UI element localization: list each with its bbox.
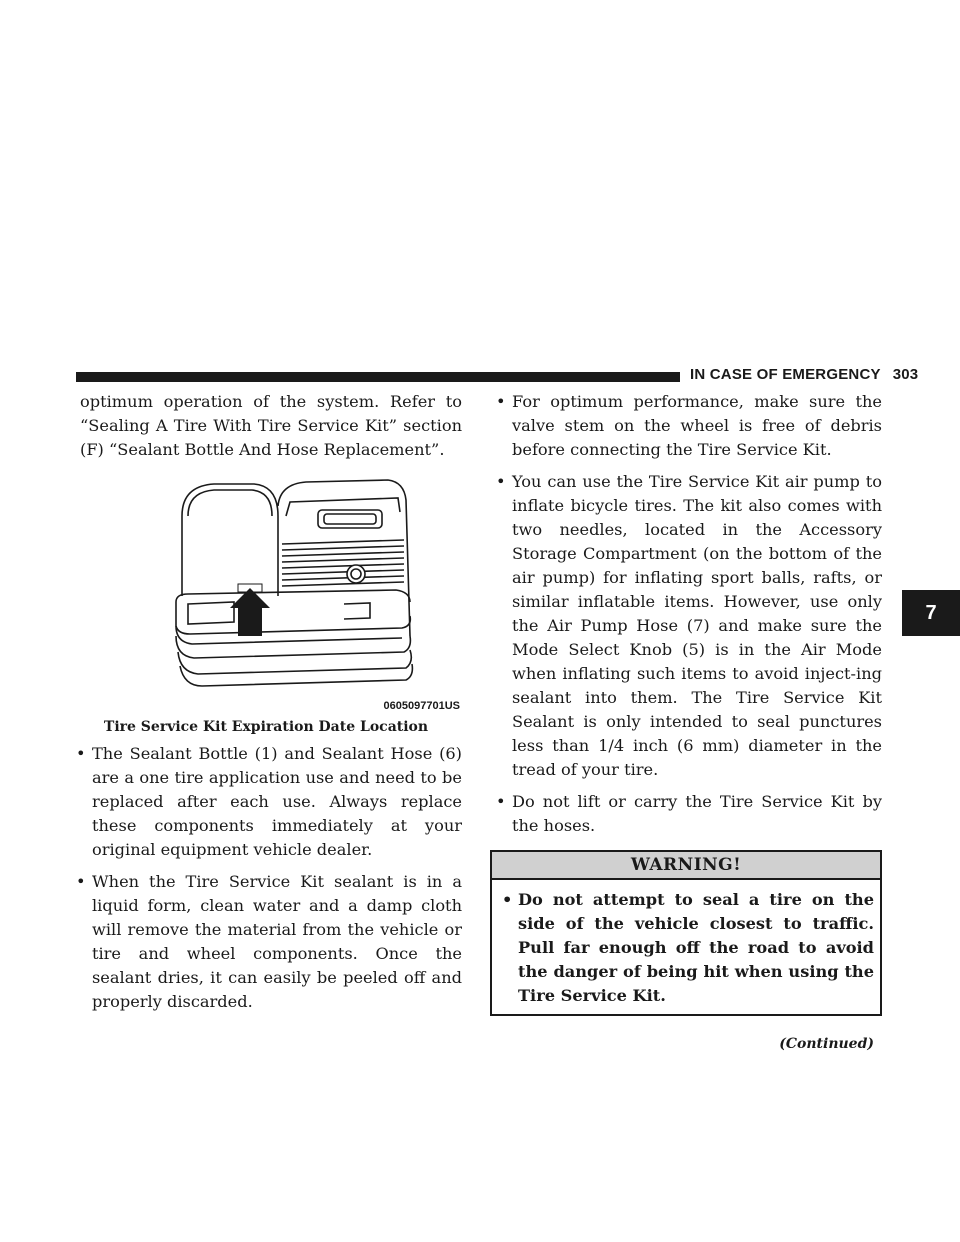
bullet-dot: • [76,872,86,891]
bullet-dot: • [496,472,506,491]
list-item-text: The Sealant Bottle (1) and Sealant Hose (6) are a one tire application use and need to be replaced after each use. Always replace these components immediately at your original equipment vehicle dealer. [92,744,462,859]
running-header [690,366,918,383]
figure-code: 0605097701US [383,700,460,712]
section-title: IN CASE OF EMERGENCY [690,366,881,383]
figure-caption: Tire Service Kit Expiration Date Location [103,719,429,735]
list-item [70,870,462,1014]
bullet-dot: • [76,744,86,763]
list-item-text: When the Tire Service Kit sealant is in a liquid form, clean water and a damp cloth will remove the material from the vehicle or tire and wheel components. Once the sealant dries, it can easily be peeled off and properly discarded. [92,872,462,1011]
bullet-dot: • [496,792,506,811]
continued-label: (Continued) [779,1036,874,1052]
list-item-text: You can use the Tire Service Kit air pump to inflate bicycle tires. The kit also comes with two needles, located in the Accessory Storage Compartment (on the bottom of the air pump) for inflating sport balls, rafts, or similar inflatable items. However, use only the Air Pump Hose (7) and make sure the Mode Select Knob (5) is in the Air Mode when inflating such items to avoid inject-ing sealant into them. The Tire Service Kit Sealant is only intended to seal punctures less than 1/4 inch (6 mm) diameter in the tread of your tire. [512,472,882,779]
bullet-dot: • [502,890,513,909]
chapter-tab: 7 [902,590,960,636]
list-item-text: Do not lift or carry the Tire Service Kit by the hoses. [512,792,882,835]
right-column [490,390,882,1056]
page-number: 303 [892,366,919,383]
header-rule [76,372,680,382]
warning-title: WARNING! [492,852,880,880]
warning-item-text: Do not attempt to seal a tire on the side of the vehicle closest to traffic. Pull far enough off the road to avoid the danger of being hit when using the Tire Service Kit. [518,890,874,1005]
warning-body [492,880,880,1014]
tire-service-kit-figure [70,476,462,716]
list-item [490,390,882,462]
list-item [490,790,882,838]
list-item [490,470,882,782]
intro-paragraph: optimum operation of the system. Refer to “Sealing A Tire With Tire Service Kit” section (F) “Sealant Bottle And Hose Replacement”. [80,392,462,459]
warning-box [490,850,882,1016]
warning-item [496,888,874,1008]
tire-service-kit-illustration [174,476,414,692]
left-column [70,390,462,1022]
list-item-text: For optimum performance, make sure the valve stem on the wheel is free of debris before connecting the Tire Service Kit. [512,392,882,459]
bullet-dot: • [496,392,506,411]
list-item [70,742,462,862]
